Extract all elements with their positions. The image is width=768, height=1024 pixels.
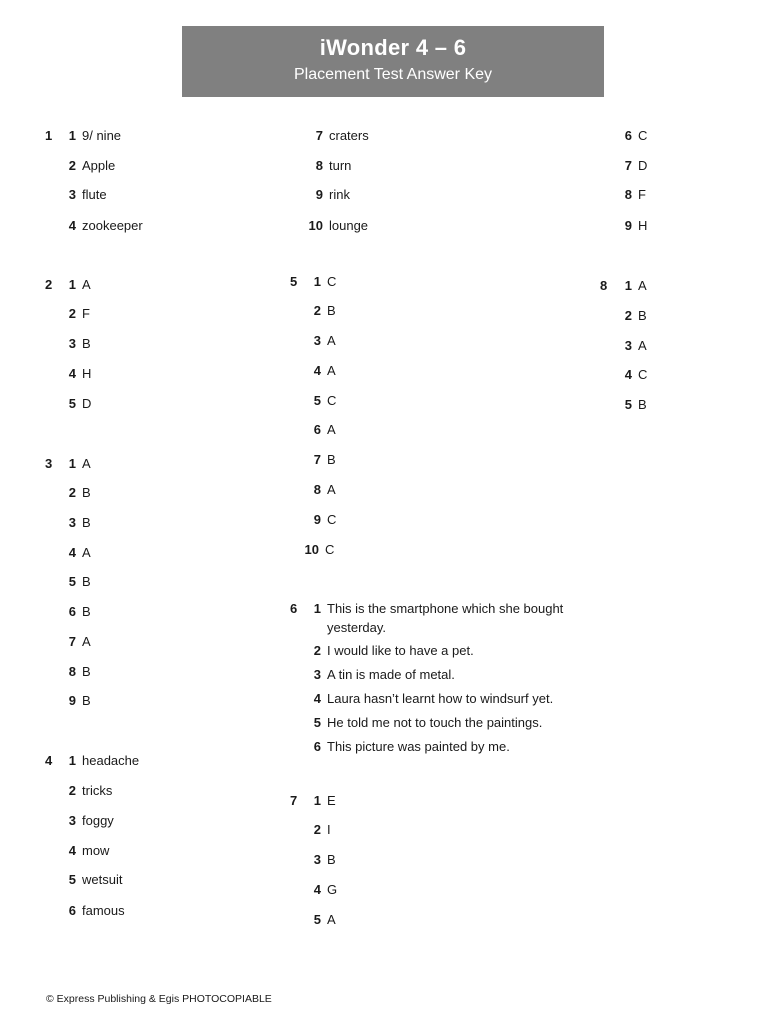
question-number-1: 1	[45, 128, 53, 143]
answer-text: H	[638, 218, 648, 233]
answer-text: C	[638, 367, 648, 382]
answer-item	[303, 599, 577, 637]
answer-number: 4	[313, 691, 321, 706]
answer-text: A	[82, 634, 91, 649]
answer-item	[305, 187, 350, 203]
answer-number: 6	[68, 903, 76, 918]
answer-text: A	[327, 333, 336, 348]
answer-number: 7	[624, 158, 632, 173]
answer-item	[303, 274, 336, 290]
answer-text: B	[82, 604, 91, 619]
answer-item	[58, 336, 91, 352]
answer-item	[58, 187, 107, 203]
answer-number: 9	[313, 512, 321, 527]
answer-item	[58, 574, 91, 590]
answer-item	[58, 485, 91, 501]
answer-number: 1	[68, 753, 76, 768]
answer-text: wetsuit	[82, 872, 123, 887]
answer-text: B	[638, 308, 647, 323]
answer-item	[303, 422, 336, 438]
answer-item	[303, 303, 336, 319]
question-number-2: 2	[45, 277, 53, 292]
answer-item	[614, 278, 647, 294]
answer-number: 4	[68, 843, 76, 858]
answer-text: C	[325, 542, 335, 557]
answer-item	[303, 912, 336, 928]
answer-text: C	[638, 128, 648, 143]
answer-number: 6	[68, 604, 76, 619]
answer-text: A	[638, 278, 647, 293]
answer-number: 7	[68, 634, 76, 649]
answer-text: rink	[329, 187, 350, 202]
answer-number: 3	[624, 338, 632, 353]
answer-number: 2	[68, 306, 76, 321]
answer-number: 6	[313, 422, 321, 437]
answer-text: I	[327, 822, 331, 837]
answer-item	[614, 128, 647, 144]
answer-text: C	[327, 393, 337, 408]
answer-number: 3	[68, 515, 76, 530]
answer-number: 2	[313, 822, 321, 837]
answer-number: 4	[68, 545, 76, 560]
answer-text: Laura hasn’t learnt how to windsurf yet.	[327, 691, 554, 706]
answer-number: 1	[624, 278, 632, 293]
answer-number: 1	[68, 277, 76, 292]
answer-item	[303, 852, 336, 868]
answer-item	[58, 218, 143, 234]
answer-number: 9	[68, 693, 76, 708]
copyright-footer: © Express Publishing & Egis PHOTOCOPIABLE	[46, 993, 272, 1005]
answer-number: 5	[313, 393, 321, 408]
answer-number: 3	[68, 813, 76, 828]
answer-text: famous	[82, 903, 125, 918]
answer-number: 5	[68, 396, 76, 411]
answer-text: This picture was painted by me.	[327, 739, 510, 754]
answer-number: 10	[304, 542, 319, 557]
answer-text: A	[82, 456, 91, 471]
answer-text: H	[82, 366, 92, 381]
answer-item	[58, 753, 139, 769]
answer-number: 8	[313, 482, 321, 497]
answer-item	[303, 482, 336, 498]
answer-number: 4	[624, 367, 632, 382]
answer-text: B	[82, 515, 91, 530]
answer-item	[58, 128, 121, 144]
answer-number: 6	[624, 128, 632, 143]
answer-number: 5	[313, 715, 321, 730]
answer-text: mow	[82, 843, 110, 858]
answer-item	[305, 128, 369, 144]
answer-item	[58, 158, 115, 174]
question-number-7: 7	[290, 793, 298, 808]
answer-item	[614, 367, 647, 383]
answer-text: B	[327, 303, 336, 318]
answer-item	[303, 793, 336, 809]
answer-text: A	[327, 363, 336, 378]
answer-text: B	[82, 664, 91, 679]
answer-number: 8	[68, 664, 76, 679]
answer-item	[58, 634, 91, 650]
answer-number: 7	[315, 128, 323, 143]
page-header	[182, 26, 604, 97]
answer-number: 8	[624, 187, 632, 202]
question-number-6: 6	[290, 601, 298, 616]
answer-text: G	[327, 882, 338, 897]
answer-number: 6	[313, 739, 321, 754]
page-subtitle: Placement Test Answer Key	[293, 66, 493, 83]
answer-item	[303, 667, 455, 683]
answer-item	[303, 452, 336, 468]
answer-text: B	[82, 336, 91, 351]
answer-text: headache	[82, 753, 140, 768]
answer-item	[614, 308, 647, 324]
answer-text: 9/ nine	[82, 128, 122, 143]
answer-text: F	[638, 187, 646, 202]
answer-item	[614, 397, 647, 413]
answer-number: 1	[313, 274, 321, 289]
question-number-8: 8	[600, 278, 608, 293]
answer-text: turn	[329, 158, 352, 173]
answer-item	[301, 542, 334, 558]
answer-number: 2	[68, 158, 76, 173]
answer-item	[58, 396, 91, 412]
answer-item	[303, 691, 553, 707]
answer-text: B	[327, 452, 336, 467]
answer-number: 2	[624, 308, 632, 323]
answer-number: 5	[313, 912, 321, 927]
answer-item	[58, 604, 91, 620]
answer-item	[303, 643, 474, 659]
answer-text: I would like to have a pet.	[327, 643, 474, 658]
answer-number: 4	[68, 366, 76, 381]
answer-number: 3	[313, 852, 321, 867]
answer-item	[58, 664, 91, 680]
answer-item	[58, 693, 91, 709]
answer-number: 2	[313, 303, 321, 318]
answer-text: This is the smartphone which she bought yesterday.	[327, 601, 564, 635]
answer-item	[303, 882, 337, 898]
answer-text: flute	[82, 187, 107, 202]
answer-item	[614, 187, 646, 203]
answer-item	[614, 338, 647, 354]
answer-text: D	[638, 158, 648, 173]
answer-text: foggy	[82, 813, 114, 828]
question-number-5: 5	[290, 274, 298, 289]
answer-text: F	[82, 306, 90, 321]
answer-number: 9	[624, 218, 632, 233]
answer-number: 5	[68, 872, 76, 887]
answer-number: 4	[313, 882, 321, 897]
answer-item	[58, 813, 114, 829]
answer-text: zookeeper	[82, 218, 143, 233]
answer-item	[303, 333, 336, 349]
answer-number: 9	[315, 187, 323, 202]
question-number-4: 4	[45, 753, 53, 768]
answer-item	[58, 903, 125, 919]
answer-number: 1	[68, 456, 76, 471]
answer-number: 3	[68, 187, 76, 202]
answer-item	[303, 739, 510, 755]
answer-text: Apple	[82, 158, 116, 173]
question-number-3: 3	[45, 456, 53, 471]
answer-text: He told me not to touch the paintings.	[327, 715, 543, 730]
answer-text: B	[638, 397, 647, 412]
answer-item	[305, 218, 368, 234]
answer-text: B	[82, 693, 91, 708]
answer-item	[303, 715, 542, 731]
answer-text: tricks	[82, 783, 113, 798]
answer-number: 5	[624, 397, 632, 412]
answer-number: 5	[68, 574, 76, 589]
answer-number: 2	[68, 783, 76, 798]
answer-number: 3	[313, 333, 321, 348]
answer-item	[58, 545, 91, 561]
answer-item	[303, 393, 336, 409]
answer-number: 3	[313, 667, 321, 682]
answer-number: 1	[68, 128, 76, 143]
answer-item	[614, 218, 647, 234]
answer-item	[58, 872, 122, 888]
answer-number: 2	[313, 643, 321, 658]
answer-text: B	[82, 485, 91, 500]
answer-item	[58, 515, 91, 531]
answer-item	[303, 363, 336, 379]
answer-item	[58, 306, 90, 322]
answer-item	[58, 783, 112, 799]
answer-item	[614, 158, 647, 174]
answer-text: craters	[329, 128, 369, 143]
answer-number: 7	[313, 452, 321, 467]
answer-text: C	[327, 274, 337, 289]
answer-text: B	[327, 852, 336, 867]
answer-number: 3	[68, 336, 76, 351]
answer-number: 4	[68, 218, 76, 233]
answer-item	[58, 366, 91, 382]
answer-item	[58, 277, 91, 293]
answer-number: 4	[313, 363, 321, 378]
answer-text: B	[82, 574, 91, 589]
answer-item	[303, 822, 331, 838]
answer-text: C	[327, 512, 337, 527]
answer-text: A	[327, 482, 336, 497]
answer-text: A	[638, 338, 647, 353]
page-title: iWonder 4 – 6	[319, 35, 467, 60]
answer-item	[58, 843, 109, 859]
answer-text: A tin is made of metal.	[327, 667, 455, 682]
answer-text: D	[82, 396, 92, 411]
answer-text: A	[327, 422, 336, 437]
answer-text: A	[82, 545, 91, 560]
answer-number: 8	[315, 158, 323, 173]
answer-text: lounge	[329, 218, 369, 233]
answer-item	[303, 512, 336, 528]
answer-number: 10	[308, 218, 323, 233]
answer-text: A	[327, 912, 336, 927]
answer-text: E	[327, 793, 336, 808]
answer-number: 1	[313, 793, 321, 808]
answer-item	[58, 456, 91, 472]
answer-text: A	[82, 277, 91, 292]
answer-number: 1	[313, 601, 321, 616]
answer-number: 2	[68, 485, 76, 500]
answer-item	[305, 158, 351, 174]
